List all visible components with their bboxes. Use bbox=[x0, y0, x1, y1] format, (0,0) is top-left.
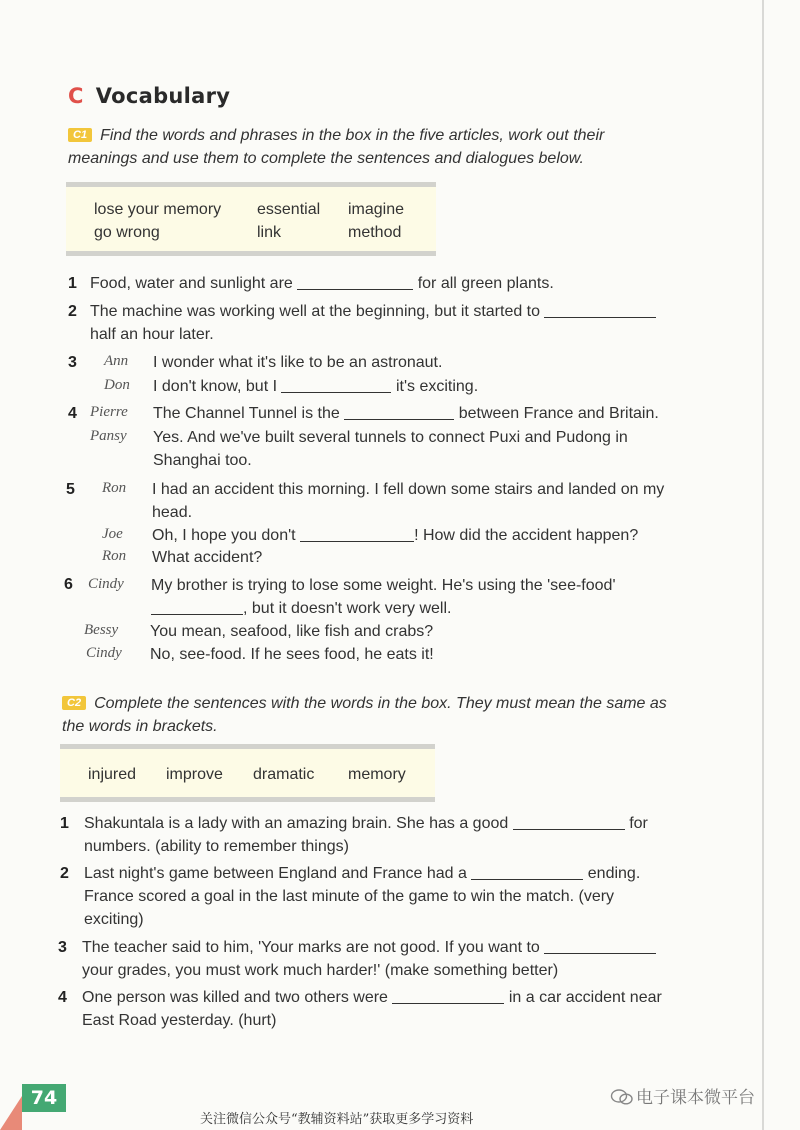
speaker-name: Pierre bbox=[90, 404, 128, 420]
sentence-text: The machine was working well at the beginning, but it started to bbox=[90, 303, 541, 320]
c1-tag: C1 bbox=[68, 128, 92, 142]
answer-blank[interactable] bbox=[281, 378, 391, 393]
c2-item-2 bbox=[84, 862, 640, 931]
c1-word: link bbox=[257, 224, 282, 241]
speaker-name: Pansy bbox=[90, 428, 127, 444]
sentence-text: The teacher said to him, 'Your marks are not good. If you want to bbox=[82, 939, 540, 956]
speaker-name: Ann bbox=[104, 353, 129, 369]
wechat-icon bbox=[610, 1089, 634, 1105]
c2-tag: C2 bbox=[62, 696, 86, 710]
sentence-text: Yes. And we've built several tunnels to connect Puxi and Pudong in bbox=[153, 429, 628, 446]
c2-item-number: 1 bbox=[60, 815, 69, 832]
dialogue-line: I wonder what it's like to be an astronaut. bbox=[153, 354, 443, 371]
c2-word-box bbox=[60, 744, 435, 802]
c1-word: go wrong bbox=[94, 224, 160, 241]
sentence-text: your grades, you must work much harder!' (make something better) bbox=[82, 962, 559, 979]
sentence-text: My brother is trying to lose some weight. He's using the 'see-food' bbox=[151, 577, 616, 594]
sentence-text: head. bbox=[152, 504, 193, 521]
c1-instruction-line2: meanings and use them to complete the sentences and dialogues below. bbox=[68, 150, 584, 167]
speaker-name: Cindy bbox=[86, 645, 122, 661]
c2-instruction-line1: Complete the sentences with the words in the box. They must mean the same as bbox=[94, 695, 667, 712]
dialogue-line bbox=[153, 402, 659, 425]
watermark bbox=[610, 1083, 755, 1108]
c1-item-2 bbox=[90, 300, 656, 346]
dialogue-line bbox=[151, 574, 616, 620]
answer-blank[interactable] bbox=[300, 527, 414, 542]
c1-item-number: 3 bbox=[68, 354, 77, 371]
dialogue-line: You mean, seafood, like fish and crabs? bbox=[150, 623, 434, 640]
section-name: Vocabulary bbox=[95, 84, 231, 108]
sentence-text: Last night's game between England and France had a bbox=[84, 865, 467, 882]
c1-instruction-line1: Find the words and phrases in the box in the five articles, work out their bbox=[100, 127, 605, 144]
c1-item-number: 1 bbox=[68, 275, 77, 292]
sentence-text: Shanghai too. bbox=[153, 452, 252, 469]
sentence-text: ending. bbox=[587, 865, 641, 882]
page-number: 74 bbox=[22, 1084, 66, 1112]
sentence-text: half an hour later. bbox=[90, 326, 214, 343]
c1-item-number: 5 bbox=[66, 481, 75, 498]
page-corner-decoration bbox=[0, 1096, 22, 1130]
sentence-text: One person was killed and two others were bbox=[82, 989, 388, 1006]
dialogue-line bbox=[152, 478, 664, 524]
dialogue-line: What accident? bbox=[152, 549, 263, 566]
sentence-text: Food, water and sunlight are bbox=[90, 275, 293, 292]
footer-text: 关注微信公众号“教辅资料站”获取更多学习资料 bbox=[200, 1112, 474, 1127]
speaker-name: Joe bbox=[102, 526, 123, 542]
sentence-text: between France and Britain. bbox=[458, 405, 659, 422]
c2-word: memory bbox=[348, 766, 406, 783]
c1-word: essential bbox=[257, 201, 321, 218]
c2-item-number: 4 bbox=[58, 989, 67, 1006]
sentence-text: it's exciting. bbox=[395, 378, 479, 395]
speaker-name: Ron bbox=[102, 548, 127, 564]
sentence-text: Oh, I hope you don't bbox=[152, 527, 296, 544]
dialogue-line bbox=[153, 375, 478, 398]
sentence-text: Shakuntala is a lady with an amazing brain. She has a good bbox=[84, 815, 509, 832]
c1-word: imagine bbox=[348, 201, 405, 218]
sentence-text: I had an accident this morning. I fell down some stairs and landed on my bbox=[152, 481, 665, 498]
sentence-text: I don't know, but I bbox=[153, 378, 278, 395]
sentence-text: for all green plants. bbox=[417, 275, 554, 292]
answer-blank[interactable] bbox=[151, 600, 243, 615]
answer-blank[interactable] bbox=[344, 405, 454, 420]
sentence-text: The Channel Tunnel is the bbox=[153, 405, 340, 422]
speaker-name: Ron bbox=[102, 480, 127, 496]
c2-word: dramatic bbox=[253, 766, 315, 783]
c2-word: improve bbox=[166, 766, 223, 783]
c2-item-1 bbox=[84, 812, 648, 858]
sentence-text: for bbox=[629, 815, 648, 832]
sentence-text: numbers. (ability to remember things) bbox=[84, 838, 349, 855]
c2-item-number: 2 bbox=[60, 865, 69, 882]
sentence-text: France scored a goal in the last minute of the game to win the match. (very bbox=[84, 888, 615, 905]
sentence-text: ! How did the accident happen? bbox=[414, 527, 639, 544]
c1-word-box bbox=[66, 182, 436, 256]
dialogue-line bbox=[152, 524, 638, 547]
sentence-text: East Road yesterday. (hurt) bbox=[82, 1012, 277, 1029]
sentence-text: exciting) bbox=[84, 911, 144, 928]
c1-word: method bbox=[348, 224, 402, 241]
answer-blank[interactable] bbox=[297, 275, 413, 290]
c1-item-1 bbox=[90, 272, 554, 295]
watermark-text: 电子课本微平台 bbox=[636, 1088, 755, 1108]
c2-item-number: 3 bbox=[58, 939, 67, 956]
answer-blank[interactable] bbox=[544, 939, 656, 954]
dialogue-line: No, see-food. If he sees food, he eats it! bbox=[150, 646, 434, 663]
speaker-name: Don bbox=[104, 377, 130, 393]
page-right-edge bbox=[762, 0, 764, 1130]
c2-item-4 bbox=[82, 986, 662, 1032]
c2-word: injured bbox=[88, 766, 137, 783]
sentence-text: , but it doesn't work very well. bbox=[243, 600, 452, 617]
speaker-name: Cindy bbox=[88, 576, 124, 592]
c2-instruction bbox=[62, 692, 667, 738]
sentence-text: in a car accident near bbox=[508, 989, 662, 1006]
section-letter: C bbox=[68, 84, 84, 108]
section-title bbox=[68, 84, 230, 108]
c2-instruction-line2: the words in brackets. bbox=[62, 718, 218, 735]
answer-blank[interactable] bbox=[513, 815, 625, 830]
c1-item-number: 2 bbox=[68, 303, 77, 320]
dialogue-line bbox=[153, 426, 628, 472]
c1-item-number: 4 bbox=[68, 405, 77, 422]
c2-item-3 bbox=[82, 936, 656, 982]
c1-word: lose your memory bbox=[94, 201, 222, 218]
answer-blank[interactable] bbox=[392, 989, 504, 1004]
answer-blank[interactable] bbox=[471, 865, 583, 880]
answer-blank[interactable] bbox=[544, 303, 656, 318]
c1-item-number: 6 bbox=[64, 576, 73, 593]
speaker-name: Bessy bbox=[84, 622, 119, 638]
c1-instruction bbox=[68, 124, 604, 170]
